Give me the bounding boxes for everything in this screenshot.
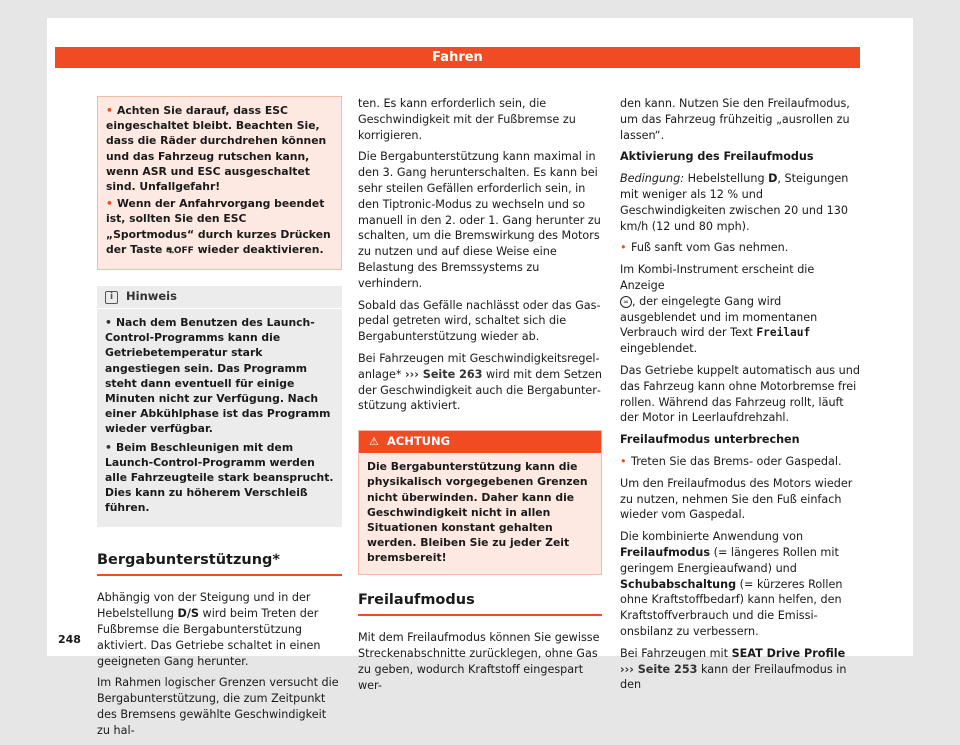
info-icon: i <box>105 291 118 304</box>
column-2 <box>358 96 602 700</box>
hint-item: • Nach dem Benutzen des Launch-Control-Programms kann die Getriebetemperatur stark angestiegen sein. Das Programm steht dann eventuell für einige Minuten nicht zur Verfügung. Nach einer Abkühlphase ist das Programm wieder verfügbar. <box>105 316 331 436</box>
list-item: • Fuß sanft vom Gas nehmen. <box>620 241 789 255</box>
bullet-icon: • <box>106 197 113 211</box>
section-title: Freilaufmodus <box>358 591 475 608</box>
paragraph: Abhängig von der Steigung und in der Hebelstellung D/S wird beim Treten der Fußbremse die Bergabunterstützung aktiviert. Das Getriebe schaltet in einen geeigneten Gang herunter. <box>97 591 321 668</box>
column-3 <box>620 96 860 699</box>
bullet-icon: • <box>106 104 113 117</box>
section-heading-bergab <box>97 553 342 577</box>
paragraph: Im Kombi-Instrument erscheint die Anzeige ∞ , der eingelegte Gang wird ausgeblendet und im momentanen Verbrauch wird der Text Freilauf eingeblendet. <box>620 263 818 356</box>
achtung-box <box>358 430 602 574</box>
subheading: Freilaufmodus unterbrechen <box>620 433 800 447</box>
achtung-header: ⚠ ACHTUNG <box>359 431 601 453</box>
achtung-text: Die Bergabunterstützung kann die physikalisch vorgegebenen Grenzen nicht überwinden. Daher kann die Geschwindigkeit nicht in allen Situationen konstant gehalten werden. Bleiben Sie zu jeder Zeit bremsbereit! <box>359 453 601 573</box>
paragraph: Die kombinierte Anwendung von Freilaufmodus (= längeres Rollen mit geringem Energieaufwand) und Schubabschaltung (= kürzeres Rollen ohne Kraftstoffbedarf) kann helfen, den Kraftstoffverbrauch und die Emissionsbilanz zu verbessern. <box>620 530 843 638</box>
hint-box <box>97 286 342 527</box>
bullet-icon: • <box>620 241 627 255</box>
hint-item: • Beim Beschleunigen mit dem Launch-Control-Programm werden alle Fahrzeugteile stark beansprucht. Dies kann zu höherem Verschleiß führen. <box>105 440 334 515</box>
esc-off-icon: ⛐OFF <box>166 245 194 256</box>
hint-header <box>97 286 342 309</box>
bullet-icon: • <box>105 316 112 330</box>
warning-box <box>97 96 342 270</box>
subheading: Aktivierung des Freilaufmodus <box>620 150 814 164</box>
warning-item: • Achten Sie darauf, dass ESC eingeschaltet bleibt. Beachten Sie, dass die Räder durchdrehen können und das Fahrzeug rutschen kann, wenn ASR und ESC ausgeschaltet sind. Unfallgefahr! <box>106 104 327 194</box>
list-item: • Treten Sie das Brems- oder Gaspedal. <box>620 454 842 468</box>
paragraph: den kann. Nutzen Sie den Freilaufmodus, um das Fahrzeug frühzeitig „ausrollen zu lassen“. <box>620 97 850 142</box>
paragraph: ten. Es kann erforderlich sein, die Geschwindigkeit mit der Fußbremse zu korrigieren. <box>358 97 576 142</box>
hint-title: Hinweis <box>126 289 177 304</box>
paragraph: Mit dem Freilaufmodus können Sie gewisse Streckenabschnitte zurücklegen, ohne Gas zu geben, wodurch Kraftstoff eingespart wer- <box>358 631 600 692</box>
page-reference-link[interactable]: ››› Seite 253 <box>620 662 698 676</box>
section-title: Bergabunterstützung* <box>97 551 281 568</box>
paragraph: Sobald das Gefälle nachlässt oder das Gaspedal getreten wird, schaltet sich die Bergabunterstützung wieder ab. <box>358 298 601 344</box>
paragraph: Das Getriebe kuppelt automatisch aus und das Fahrzeug kann ohne Motorbremse frei rollen. Während das Fahrzeug rollt, läuft der Motor in Leerlaufdrehzahl. <box>620 363 860 425</box>
warning-item: • Wenn der Anfahrvorgang beendet ist, sollten Sie den ESC „Sportmodus“ durch kurzes Drücken der Taste ⛐OFF wieder deaktivieren. <box>106 197 331 256</box>
paragraph: Bei Fahrzeugen mit Geschwindigkeitsregelanlage* ››› Seite 263 wird mit dem Setzen der Geschwindigkeit auch die Bergabunterstützung aktiviert. <box>358 351 602 413</box>
page-reference-link[interactable]: ››› Seite 263 <box>405 367 483 381</box>
bullet-icon: • <box>105 440 112 454</box>
section-heading-freilauf <box>358 593 602 617</box>
freewheel-icon: ∞ <box>620 296 632 308</box>
paragraph: Bei Fahrzeugen mit SEAT Drive Profile ››› Seite 253 kann der Freilaufmodus in den <box>620 646 847 692</box>
paragraph: Die Bergabunterstützung kann maximal in den 3. Gang herunterschalten. Es kann bei sehr steilen Gefällen erforderlich sein, in den Tiptronic-Modus zu wechseln und so manuell in den 2. oder 1. Gang herunter zu schalten, um die Bremswirkung des Motors zu nutzen und auf diese Weise eine Belastung des Bremssystems zu verhindern. <box>358 150 601 290</box>
paragraph: Um den Freilaufmodus des Motors wieder zu nutzen, nehmen Sie den Fuß einfach wieder vom Gaspedal. <box>620 476 853 522</box>
column-1 <box>97 96 342 745</box>
bullet-icon: • <box>620 454 627 468</box>
page-number: 248 <box>58 633 81 646</box>
paragraph: Im Rahmen logischer Grenzen versucht die Bergabunterstützung, die zum Zeitpunkt des Bremsens gewählte Geschwindigkeit zu hal- <box>97 676 339 737</box>
page-header: Fahren <box>55 47 860 68</box>
paragraph: Bedingung: Hebelstellung D, Steigungen mit weniger als 12 % und Geschwindigkeiten zwischen 20 und 130 km/h (12 und 80 mph). <box>620 172 849 233</box>
warning-triangle-icon: ⚠ <box>369 435 379 449</box>
